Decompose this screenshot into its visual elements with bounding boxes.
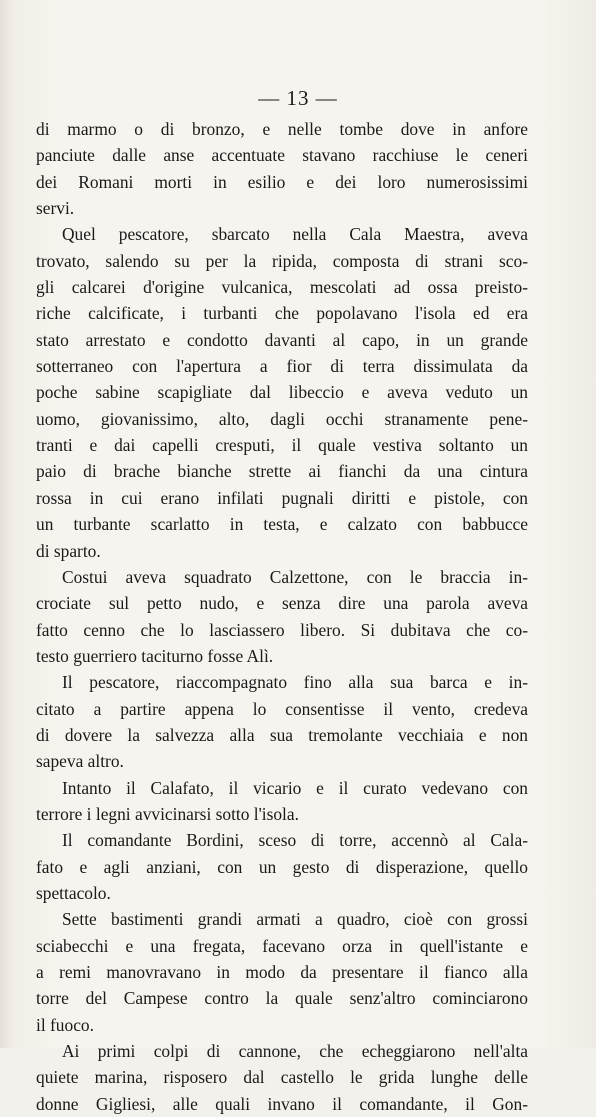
text-line: Ai primi colpi di cannone, che echeggiarono nell'alta <box>62 1041 528 1062</box>
text-line: di dovere la salvezza alla sua tremolante vecchiaia e non <box>36 724 528 745</box>
text-line: fato e agli anziani, con un gesto di disperazione, quello <box>36 856 528 877</box>
text-line: donne Gigliesi, alle quali invano il comandante, il Gon- <box>36 1093 528 1114</box>
text-line: Il comandante Bordini, sceso di torre, accennò al Cala- <box>62 830 528 851</box>
text-line: Il pescatore, riaccompagnato fino alla sua barca e in- <box>62 672 528 693</box>
text-line: stato arrestato e condotto davanti al capo, in un grande <box>36 329 528 350</box>
text-line: terrore i legni avvicinarsi sotto l'isola. <box>36 803 299 824</box>
text-line: tranti e dai capelli cresputi, il quale vestiva soltanto un <box>36 435 528 456</box>
text-line: uomo, giovanissimo, alto, dagli occhi stranamente pene- <box>36 408 528 429</box>
paragraph <box>36 827 528 906</box>
paragraph <box>36 564 528 669</box>
text-line: paio di brache bianche strette ai fianchi da una cintura <box>36 461 528 482</box>
text-line: dei Romani morti in esilio e dei loro numerosissimi <box>36 171 528 192</box>
paragraph <box>36 116 528 221</box>
text-line: testo guerriero taciturno fosse Alì. <box>36 645 274 666</box>
text-line: sapeva altro. <box>36 751 124 772</box>
text-line: trovato, salendo su per la ripida, composta di strani sco- <box>36 250 528 271</box>
paragraph <box>36 775 528 828</box>
text-line: sciabecchi e una fregata, facevano orza in quell'istante e <box>36 935 528 956</box>
text-line: rossa in cui erano infilati pugnali diritti e pistole, con <box>36 487 528 508</box>
paragraph <box>36 1038 528 1117</box>
text-line: di marmo o di bronzo, e nelle tombe dove in anfore <box>36 119 528 139</box>
text-line: Intanto il Calafato, il vicario e il curato vedevano con <box>62 777 528 798</box>
text-line: torre del Campese contro la quale senz'altro cominciarono <box>36 988 528 1009</box>
text-line: riche calcificate, i turbanti che popolavano l'isola ed era <box>36 303 528 324</box>
text-line: poche sabine scapigliate dal libeccio e aveva veduto un <box>36 382 528 403</box>
paragraph <box>36 906 528 1038</box>
text-line: Costui aveva squadrato Calzettone, con le braccia in- <box>62 566 528 587</box>
paragraph <box>36 669 528 774</box>
text-line: sotterraneo con l'apertura a fior di terra dissimulata da <box>36 356 528 377</box>
text-line: di sparto. <box>36 540 101 561</box>
text-line: crociate sul petto nudo, e senza dire una parola aveva <box>36 593 528 614</box>
text-line: un turbante scarlatto in testa, e calzato con babbucce <box>36 514 528 535</box>
text-line: Sette bastimenti grandi armati a quadro, cioè con grossi <box>62 909 528 930</box>
text-line: gli calcarei d'origine vulcanica, mescolati ad ossa preisto- <box>36 277 528 298</box>
text-line: panciute dalle anse accentuate stavano racchiuse le ceneri <box>36 145 528 166</box>
text-line: a remi manovravano in modo da presentare il fianco alla <box>36 962 528 982</box>
text-line: servi. <box>36 198 75 219</box>
text-line: Quel pescatore, sbarcato nella Cala Maestra, aveva <box>62 224 528 245</box>
text-line: il fuoco. <box>36 1014 94 1035</box>
page-number: — 13 — <box>258 86 338 110</box>
paragraph <box>36 221 528 563</box>
body-text <box>36 116 528 1117</box>
text-line: fatto cenno che lo lasciassero libero. Si dubitava che co- <box>36 619 528 640</box>
text-line: quiete marina, risposero dal castello le grida lunghe delle <box>36 1067 528 1088</box>
text-line: spettacolo. <box>36 882 111 903</box>
text-line: citato a partire appena lo consentisse il vento, credeva <box>36 698 528 719</box>
